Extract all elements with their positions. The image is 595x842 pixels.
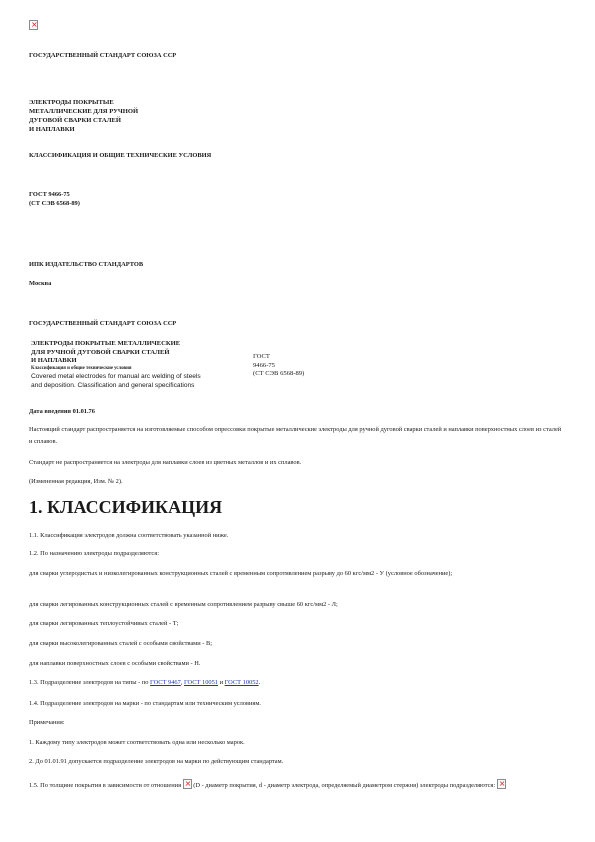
english-title-line: Covered metal electrodes for manual arc welding of steels — [31, 373, 201, 380]
note-1: 1. Каждому типу электродов может соответствовать одна или несколько марок. — [29, 739, 245, 746]
inner-cmea: (СТ СЭВ 6568-89) — [253, 370, 305, 377]
inner-subtitle: Классификация и общие технические условия — [31, 365, 132, 371]
clause-1-3 — [29, 677, 564, 689]
title-line: ЭЛЕКТРОДЫ ПОКРЫТЫЕ — [29, 99, 114, 106]
conjunction: и — [218, 679, 225, 686]
title-line: И НАПЛАВКИ — [29, 126, 75, 133]
city: Москва — [29, 280, 52, 287]
clause-1-5-text-a: 1.5. По толщине покрытия в зависимости от отношения — [29, 782, 183, 789]
inner-title-line: ДЛЯ РУЧНОЙ ДУГОВОЙ СВАРКИ СТАЛЕЙ — [31, 348, 170, 356]
purpose-item-t: для сварки легированных теплоустойчивых сталей - Т; — [29, 620, 179, 627]
document-subtitle: КЛАССИФИКАЦИЯ И ОБЩИЕ ТЕХНИЧЕСКИЕ УСЛОВИЯ — [29, 152, 212, 159]
purpose-item-n: для наплавки поверхностных слоев с особыми свойствами - Н. — [29, 660, 201, 667]
purpose-item-l: для сварки легированных конструкционных сталей с временным сопротивлением разрыву свыше 60 кгс/мм2 - Л; — [29, 601, 338, 608]
title-line: МЕТАЛЛИЧЕСКИЕ ДЛЯ РУЧНОЙ — [29, 108, 139, 115]
title-line: ДУГОВОЙ СВАРКИ СТАЛЕЙ — [29, 117, 122, 124]
inner-gost-code: 9466-75 — [253, 361, 275, 369]
gost-10051-link[interactable]: ГОСТ 10051 — [184, 679, 218, 686]
inner-state-standard-heading: ГОСУДАРСТВЕННЫЙ СТАНДАРТ СОЮЗА ССР — [29, 320, 177, 327]
inner-title-block — [31, 340, 201, 390]
separator: , — [180, 679, 185, 686]
note-2: 2. До 01.01.91 допускается подразделение электродов на марки по действующим стандартам. — [29, 758, 284, 765]
scope-paragraph: Настоящий стандарт распространяется на изготовляемые способом опрессовки покрытые металлические электроды для ручной дуговой сварки сталей и наплавки поверхностных слоев из сталей и сплавов. — [29, 426, 562, 445]
intro-date: Дата введения 01.01.76 — [29, 408, 95, 415]
notes-heading: Примечания: — [29, 719, 65, 726]
gost-9467-link[interactable]: ГОСТ 9467 — [150, 679, 181, 686]
gost-10052-link[interactable]: ГОСТ 10052 — [224, 679, 259, 686]
amendment-note: (Измененная редакция, Изм. № 2). — [29, 478, 123, 485]
clause-1-1: 1.1. Классификация электродов должна соответствовать указанной ниже. — [29, 532, 229, 539]
period: . — [258, 679, 261, 686]
gost-number: ГОСТ 9466-75 — [29, 191, 70, 198]
document-title — [29, 98, 138, 134]
clause-1-5-text-b: (D - диаметр покрытия, d - диаметр электрода, определяемый диаметром стержня) электроды подразделяются: — [191, 782, 497, 789]
english-title-line: and deposition. Classification and general specifications — [31, 382, 195, 389]
inner-title-line: И НАПЛАВКИ — [31, 357, 77, 364]
formula-image — [497, 779, 506, 789]
state-standard-heading: ГОСУДАРСТВЕННЫЙ СТАНДАРТ СОЮЗА ССР — [29, 52, 177, 59]
publisher: ИПК ИЗДАТЕЛЬСТВО СТАНДАРТОВ — [29, 261, 144, 268]
inner-title-line: ЭЛЕКТРОДЫ ПОКРЫТЫЕ МЕТАЛЛИЧЕСКИЕ — [31, 340, 181, 347]
exclusion-paragraph: Стандарт не распространяется на электроды для наплавки слоев из цветных металлов и их сплавов. — [29, 459, 302, 466]
clause-1-2: 1.2. По назначению электроды подразделяются: — [29, 550, 159, 557]
clause-1-3-text: 1.3. Подразделение электродов на типы - по — [29, 679, 151, 686]
inner-gost-label: ГОСТ — [253, 353, 270, 360]
ratio-formula-image — [183, 779, 192, 789]
header-logo-image — [29, 20, 38, 30]
inner-gost-designation — [253, 353, 304, 379]
clause-1-5 — [29, 779, 564, 792]
purpose-item-v: для сварки высоколегированных сталей с особыми свойствами - В; — [29, 640, 213, 647]
purpose-item-u: для сварки углеродистых и низколегированных конструкционных сталей с временным сопротивлением разрыву до 60 кгс/мм2 - У (условное обозначение); — [29, 570, 453, 577]
clause-1-4: 1.4. Подразделение электродов на марки - по стандартам или техническим условиям. — [29, 700, 262, 707]
section-heading-classification: 1. КЛАССИФИКАЦИЯ — [29, 497, 223, 517]
cmea-number: (СТ СЭВ 6568-89) — [29, 200, 80, 207]
